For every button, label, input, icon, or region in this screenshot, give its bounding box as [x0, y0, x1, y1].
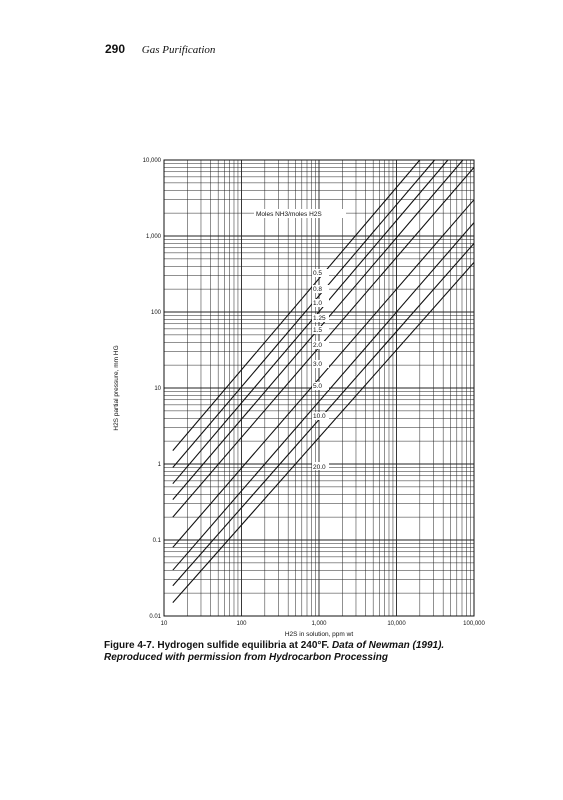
curve-label: 20.0	[313, 464, 326, 471]
curve-label: 5.0	[313, 383, 323, 390]
y-tick-label: 0.1	[152, 538, 161, 544]
curve-label: 0.5	[313, 270, 323, 277]
x-tick-label: 10	[160, 621, 168, 627]
y-tick-label: 10	[154, 386, 161, 392]
y-axis-label: H2S partial pressure, mm HG	[113, 345, 120, 431]
figure-caption	[104, 640, 499, 664]
y-tick-label: 1,000	[145, 234, 161, 240]
caption-rest: Data of Newman (1991). Reproduced with permission from Hydrocarbon Processing	[104, 640, 445, 663]
caption-lead: Figure 4-7. Hydrogen sulfide equilibria at 240°F.	[104, 640, 330, 651]
y-tick-label: 1	[157, 462, 161, 468]
curve-label: 0.8	[313, 286, 323, 293]
curve-label: 1.5	[313, 327, 323, 334]
y-tick-label: 0.01	[149, 614, 161, 620]
y-tick-label: 100	[150, 310, 161, 316]
legend-title: Moles NH3/moles H2S	[256, 211, 322, 218]
curve-label: 3.0	[313, 361, 323, 368]
curve-label: 10.0	[313, 413, 326, 420]
page-number: 290	[105, 42, 126, 56]
x-tick-label: 1,000	[311, 621, 327, 627]
curve-label: 2.0	[313, 342, 323, 349]
x-tick-label: 10,000	[387, 621, 406, 627]
curve-labels	[254, 209, 346, 471]
curve-label: 1.0	[313, 300, 323, 307]
y-tick-label: 10,000	[142, 158, 161, 164]
curve-label: 1.25	[313, 315, 326, 322]
x-tick-label: 100	[236, 621, 247, 627]
x-tick-label: 100,000	[463, 621, 485, 627]
running-title: Gas Purification	[141, 44, 216, 56]
series-line	[173, 160, 448, 484]
x-axis-label: H2S in solution, ppm wt	[284, 631, 354, 638]
